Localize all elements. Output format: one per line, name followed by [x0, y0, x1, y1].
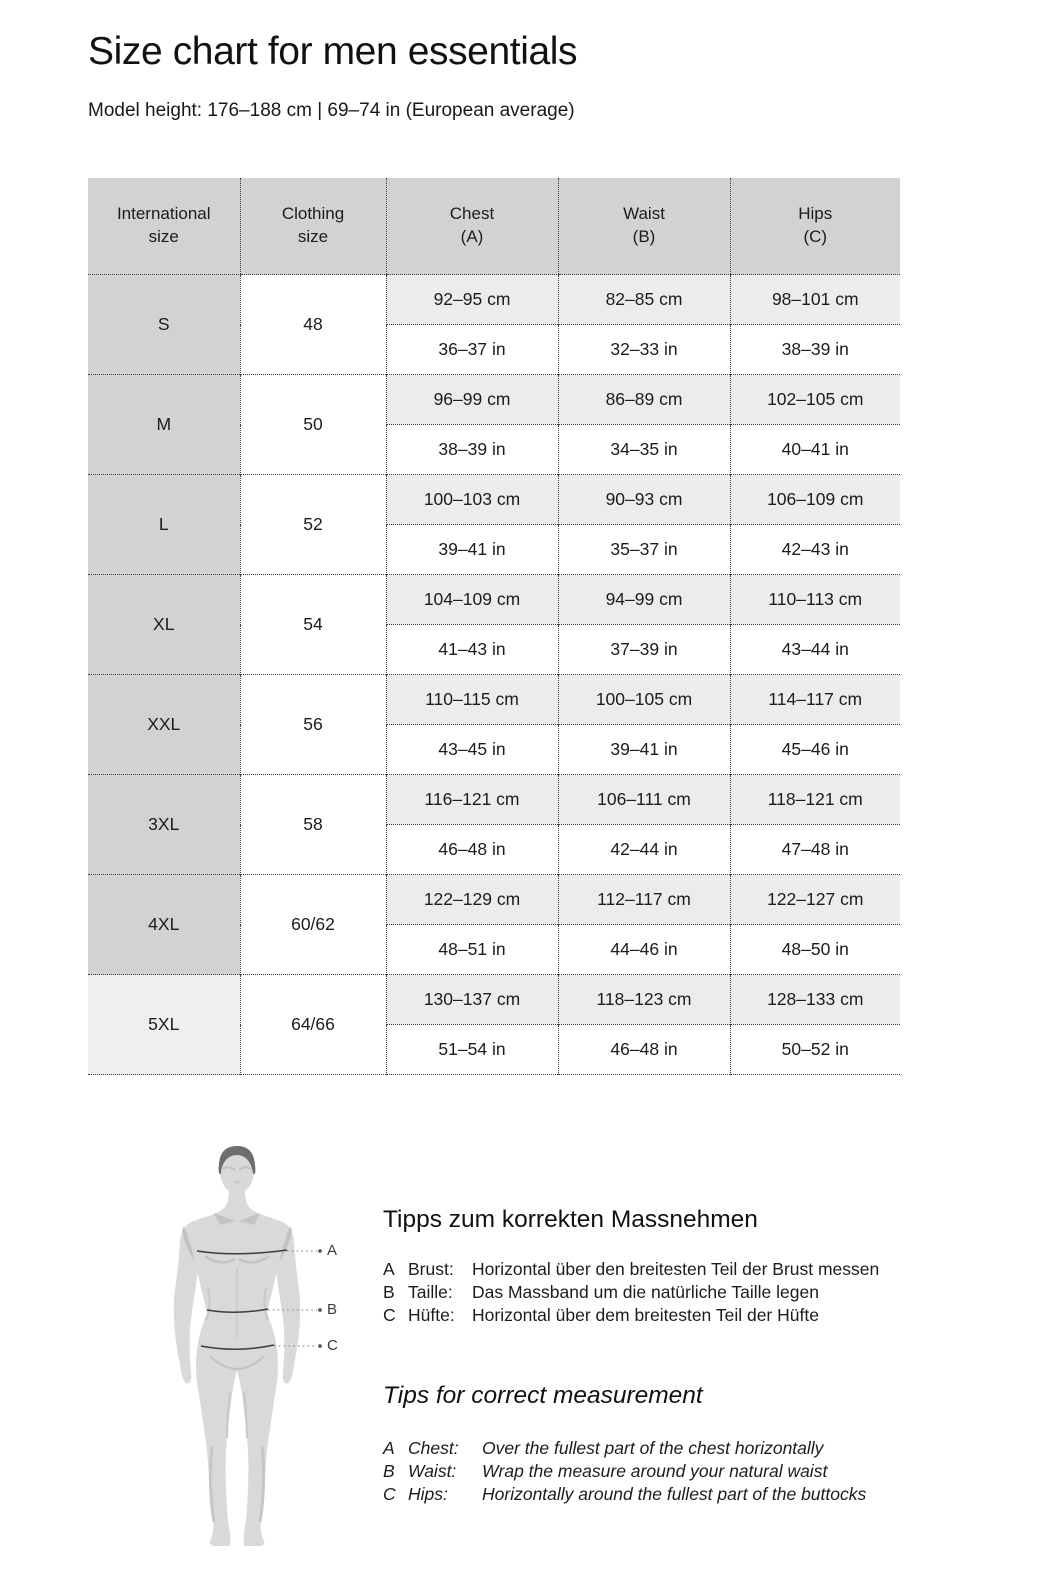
hips-cm-cell: 98–101 cm [730, 275, 900, 325]
hips-in-cell: 40–41 in [730, 425, 900, 475]
clothing-size-cell: 52 [240, 475, 386, 575]
intl-size-cell: M [88, 375, 240, 475]
measurement-tip-row [383, 1460, 1003, 1483]
waist-in-cell: 35–37 in [558, 525, 730, 575]
waist-in-cell: 32–33 in [558, 325, 730, 375]
hips-in-cell: 42–43 in [730, 525, 900, 575]
chest-cm-cell: 116–121 cm [386, 775, 558, 825]
leader-dots [318, 1249, 322, 1348]
tip-term: Hips: [408, 1484, 448, 1505]
hips-in-cell: 48–50 in [730, 925, 900, 975]
chest-cm-cell: 130–137 cm [386, 975, 558, 1025]
measurement-tip-row [383, 1304, 1003, 1327]
chest-in-cell: 48–51 in [386, 925, 558, 975]
clothing-size-cell: 58 [240, 775, 386, 875]
tip-term: Taille: [408, 1282, 453, 1303]
male-body-figure [150, 1140, 385, 1555]
waist-cm-cell: 86–89 cm [558, 375, 730, 425]
hips-in-cell: 45–46 in [730, 725, 900, 775]
chest-in-cell: 38–39 in [386, 425, 558, 475]
male-silhouette-illustration [150, 1140, 385, 1555]
tip-term: Brust: [408, 1259, 454, 1280]
hips-in-cell: 43–44 in [730, 625, 900, 675]
tip-term: Hüfte: [408, 1305, 455, 1326]
tip-text: Horizontally around the fullest part of the buttocks [482, 1484, 867, 1505]
hips-in-cell: 47–48 in [730, 825, 900, 875]
tip-key: B [383, 1282, 395, 1303]
col-header-waist: Waist (B) [558, 178, 730, 275]
hips-cm-cell: 118–121 cm [730, 775, 900, 825]
chest-in-cell: 43–45 in [386, 725, 558, 775]
tip-text: Wrap the measure around your natural waist [482, 1461, 828, 1482]
intl-size-cell: XL [88, 575, 240, 675]
tips-german-section [383, 1206, 1003, 1327]
clothing-size-cell: 50 [240, 375, 386, 475]
tips-english-list [383, 1437, 1003, 1506]
tips-english-section [383, 1382, 1003, 1506]
waist-cm-cell: 106–111 cm [558, 775, 730, 825]
intl-size-cell: L [88, 475, 240, 575]
page-title: Size chart for men essentials [88, 30, 578, 73]
waist-in-cell: 46–48 in [558, 1025, 730, 1075]
waist-in-cell: 42–44 in [558, 825, 730, 875]
tip-key: C [383, 1305, 396, 1326]
right-arm [276, 1221, 301, 1383]
hips-cm-cell: 110–113 cm [730, 575, 900, 625]
hips-in-cell: 38–39 in [730, 325, 900, 375]
chest-in-cell: 41–43 in [386, 625, 558, 675]
clothing-size-cell: 56 [240, 675, 386, 775]
table-row [88, 875, 900, 925]
intl-size-cell: 5XL [88, 975, 240, 1075]
measurement-tip-row [383, 1281, 1003, 1304]
waist-in-cell: 37–39 in [558, 625, 730, 675]
table-row [88, 475, 900, 525]
chest-label: A [327, 1242, 338, 1259]
measurement-tip-row [383, 1437, 1003, 1460]
chest-cm-cell: 110–115 cm [386, 675, 558, 725]
intl-size-cell: XXL [88, 675, 240, 775]
tip-term: Waist: [408, 1461, 457, 1482]
waist-cm-cell: 90–93 cm [558, 475, 730, 525]
waist-in-cell: 44–46 in [558, 925, 730, 975]
chest-cm-cell: 96–99 cm [386, 375, 558, 425]
chest-in-cell: 46–48 in [386, 825, 558, 875]
waist-in-cell: 39–41 in [558, 725, 730, 775]
col-header-hips: Hips (C) [730, 178, 900, 275]
clothing-size-cell: 64/66 [240, 975, 386, 1075]
clothing-size-cell: 48 [240, 275, 386, 375]
chest-cm-cell: 122–129 cm [386, 875, 558, 925]
table-row [88, 275, 900, 325]
intl-size-cell: 3XL [88, 775, 240, 875]
waist-in-cell: 34–35 in [558, 425, 730, 475]
hips-cm-cell: 106–109 cm [730, 475, 900, 525]
tips-english-title: Tips for correct measurement [383, 1382, 703, 1409]
intl-size-cell: 4XL [88, 875, 240, 975]
tip-text: Horizontal über den breitesten Teil der Brust messen [472, 1259, 880, 1280]
table-row [88, 375, 900, 425]
tips-german-title: Tipps zum korrekten Massnehmen [383, 1206, 758, 1233]
chest-cm-cell: 100–103 cm [386, 475, 558, 525]
col-header-international-size: International size [88, 178, 240, 275]
tip-key: C [383, 1484, 396, 1505]
waist-cm-cell: 118–123 cm [558, 975, 730, 1025]
measurement-tip-row [383, 1258, 1003, 1281]
tips-german-list [383, 1258, 1003, 1327]
tip-text: Over the fullest part of the chest horizontally [482, 1438, 824, 1459]
hips-in-cell: 50–52 in [730, 1025, 900, 1075]
waist-cm-cell: 94–99 cm [558, 575, 730, 625]
hips-cm-cell: 102–105 cm [730, 375, 900, 425]
left-arm [174, 1221, 199, 1383]
table-row [88, 575, 900, 625]
hips-cm-cell: 128–133 cm [730, 975, 900, 1025]
tip-key: A [383, 1259, 395, 1280]
tip-text: Horizontal über dem breitesten Teil der Hüfte [472, 1305, 819, 1326]
clothing-size-cell: 60/62 [240, 875, 386, 975]
table-header-row [88, 178, 900, 275]
model-height-note: Model height: 176–188 cm | 69–74 in (European average) [88, 100, 575, 121]
tip-term: Chest: [408, 1438, 459, 1459]
hips-cm-cell: 114–117 cm [730, 675, 900, 725]
waist-cm-cell: 82–85 cm [558, 275, 730, 325]
clothing-size-cell: 54 [240, 575, 386, 675]
waist-label: B [327, 1301, 338, 1318]
tip-text: Das Massband um die natürliche Taille legen [472, 1282, 819, 1303]
table-row [88, 775, 900, 825]
tip-key: B [383, 1461, 395, 1482]
chest-in-cell: 36–37 in [386, 325, 558, 375]
table-row [88, 975, 900, 1025]
intl-size-cell: S [88, 275, 240, 375]
hips-label: C [327, 1337, 338, 1354]
table-row [88, 675, 900, 725]
chest-cm-cell: 104–109 cm [386, 575, 558, 625]
hips-cm-cell: 122–127 cm [730, 875, 900, 925]
chest-in-cell: 51–54 in [386, 1025, 558, 1075]
chest-in-cell: 39–41 in [386, 525, 558, 575]
measurement-tip-row [383, 1483, 1003, 1506]
tip-key: A [383, 1438, 395, 1459]
waist-cm-cell: 100–105 cm [558, 675, 730, 725]
col-header-chest: Chest (A) [386, 178, 558, 275]
col-header-clothing-size: Clothing size [240, 178, 386, 275]
waist-cm-cell: 112–117 cm [558, 875, 730, 925]
size-chart-table [88, 178, 900, 1075]
chest-cm-cell: 92–95 cm [386, 275, 558, 325]
